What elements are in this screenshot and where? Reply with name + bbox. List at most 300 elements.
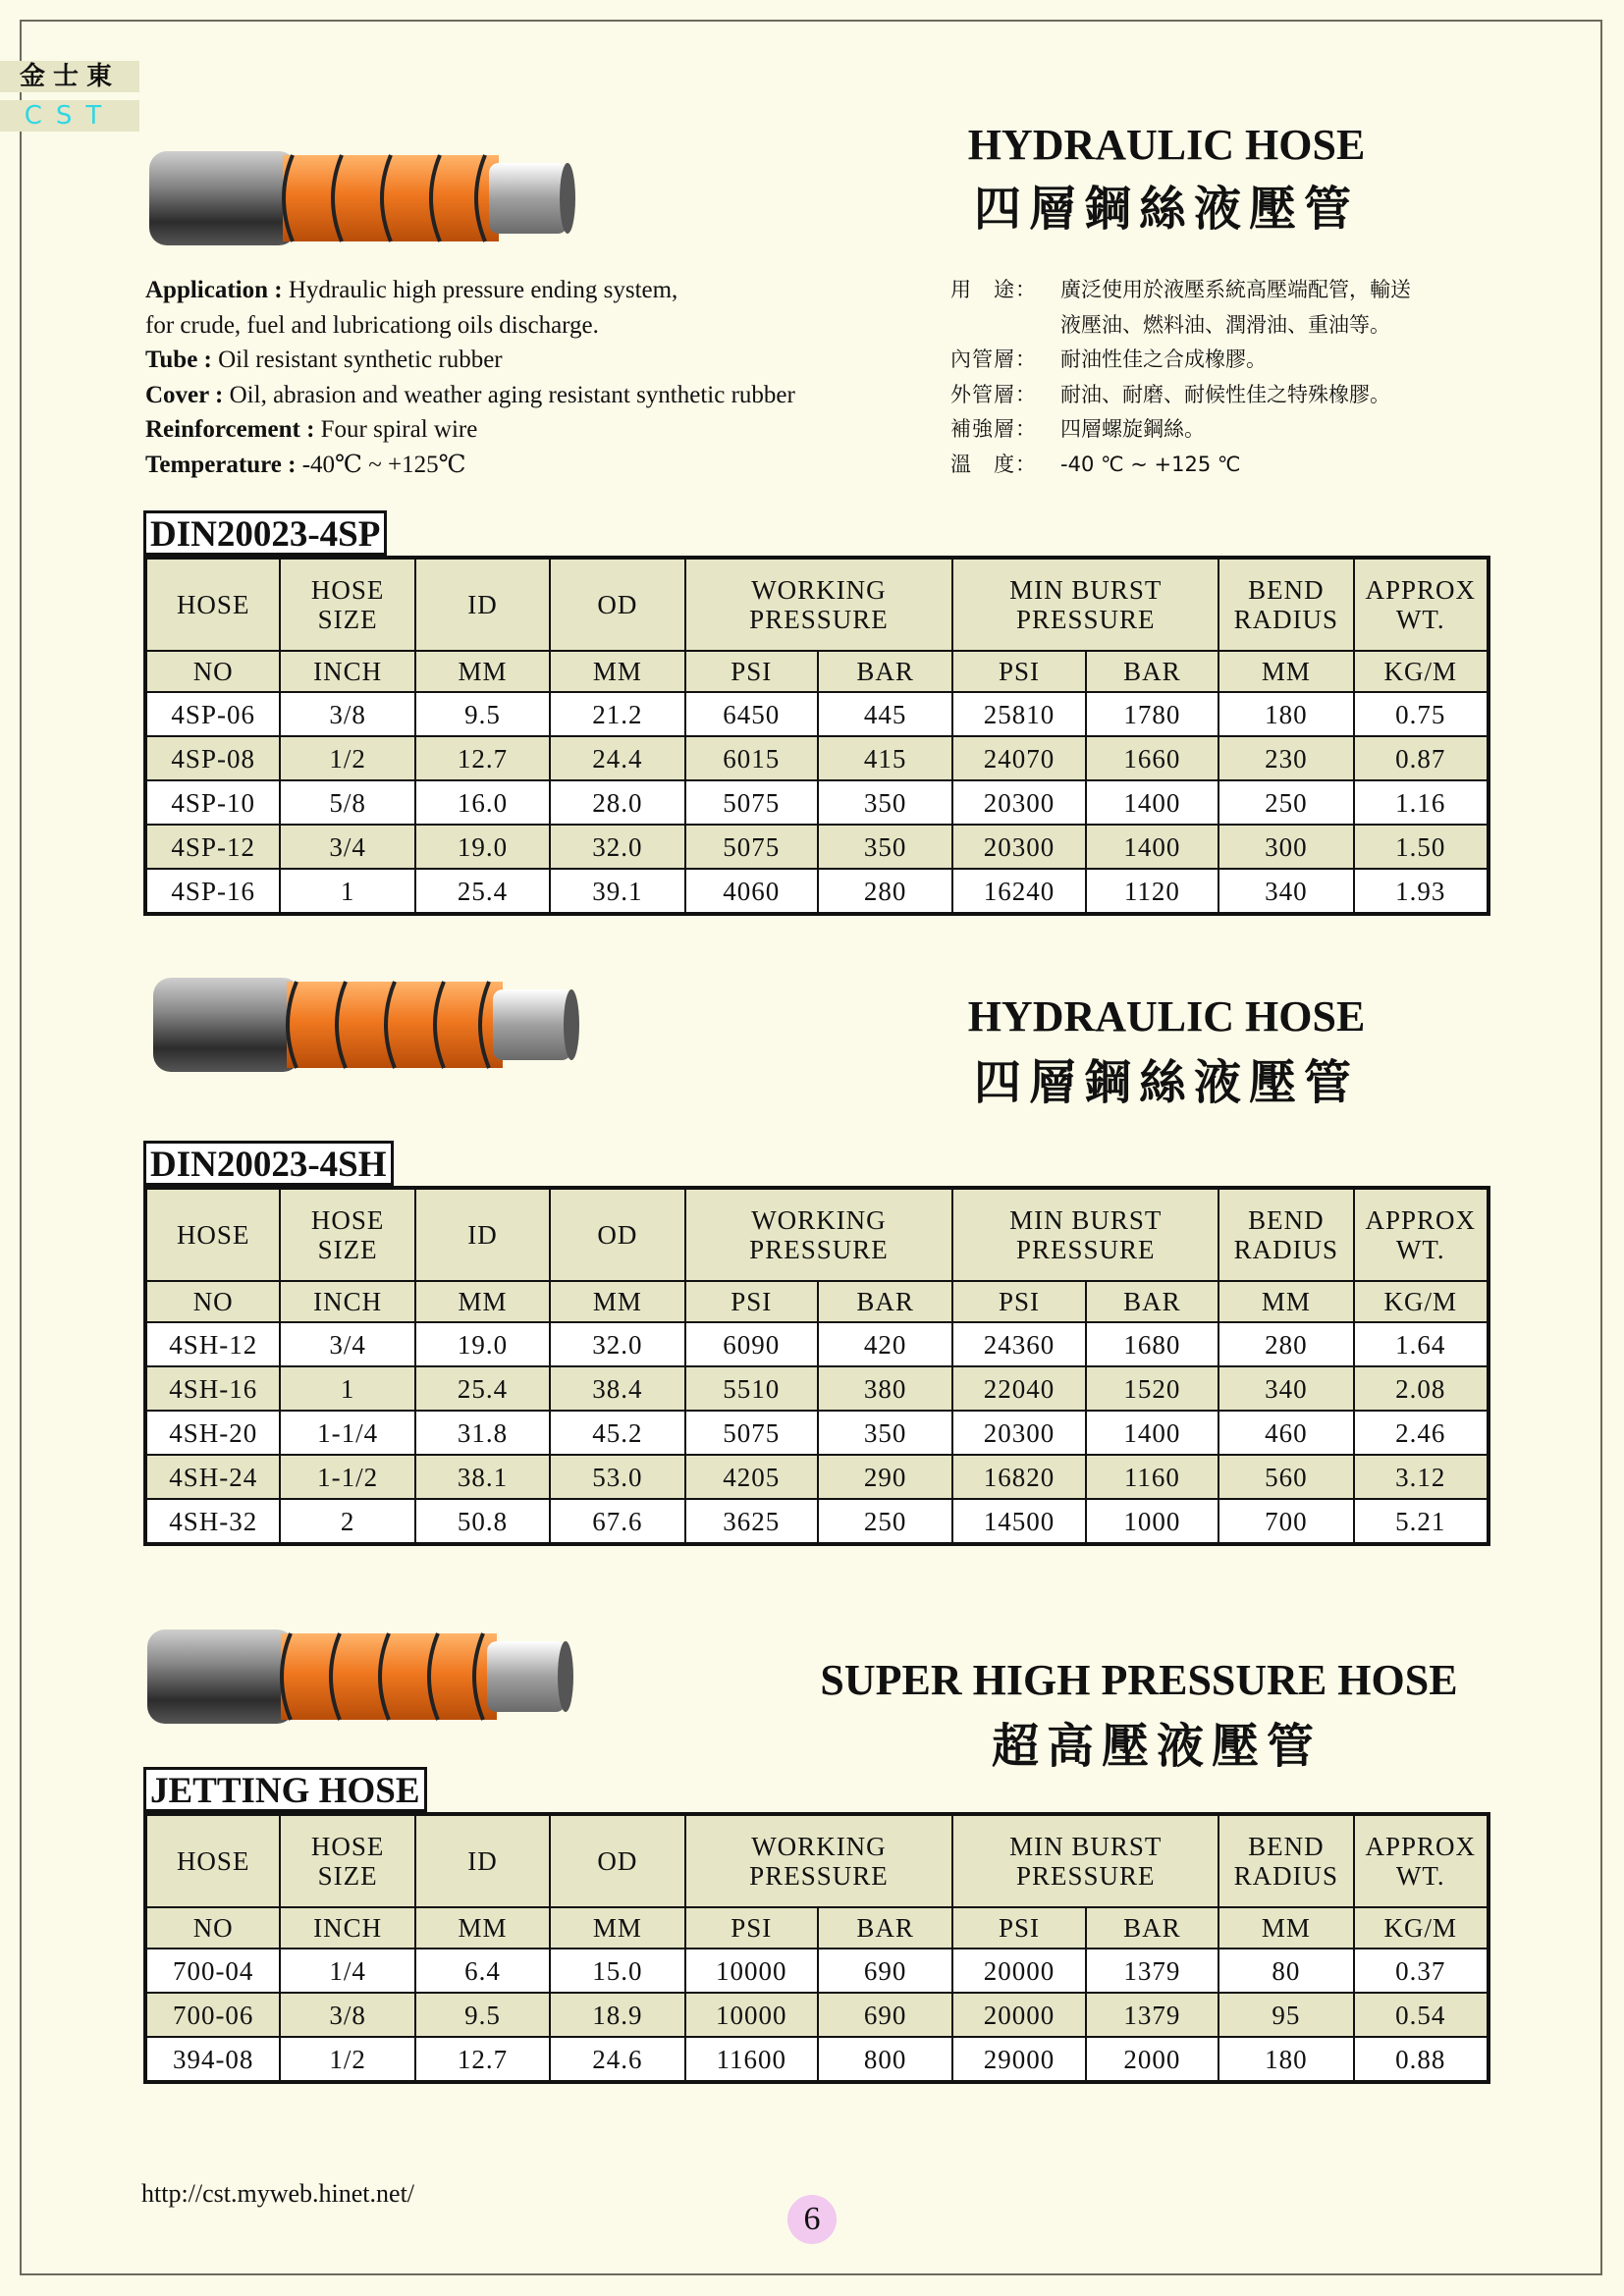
id-mm: 38.1	[415, 1455, 550, 1499]
table-row	[145, 1366, 1489, 1411]
section-2-title-en: HYDRAULIC HOSE	[967, 992, 1366, 1041]
hose-size-inch: 1-1/2	[280, 1455, 414, 1499]
weight-kgm: 1.16	[1354, 780, 1489, 825]
bend-radius-mm: 340	[1218, 1366, 1353, 1411]
header-bend-radius-line: BEND	[1248, 1205, 1325, 1235]
weight-kgm: 1.50	[1354, 825, 1489, 869]
burst-bar: 1680	[1086, 1322, 1218, 1366]
burst-psi: 20300	[952, 780, 1085, 825]
unit-kg-per-m-line: KG/M	[1383, 657, 1458, 686]
header-approx-weight-line: WT.	[1395, 1861, 1445, 1891]
burst-bar: 1400	[1086, 780, 1218, 825]
unit-kg-per-m	[1354, 651, 1489, 692]
od-mm: 21.2	[550, 692, 684, 736]
unit-mm	[415, 651, 550, 692]
unit-psi-line: PSI	[999, 657, 1041, 686]
header-working-pressure-line: PRESSURE	[749, 1861, 889, 1891]
unit-psi-line: PSI	[999, 1287, 1041, 1316]
weight-kgm: 3.12	[1354, 1455, 1489, 1499]
unit-psi-line: PSI	[731, 1287, 773, 1316]
table-row	[145, 692, 1489, 736]
header-id	[415, 1814, 550, 1907]
hose-no: 4SP-12	[145, 825, 280, 869]
header-od	[550, 1814, 684, 1907]
working-psi: 4205	[685, 1455, 818, 1499]
unit-psi-line: PSI	[999, 1913, 1041, 1943]
table-row	[145, 1993, 1489, 2037]
weight-kgm: 0.75	[1354, 692, 1489, 736]
table-header-row	[145, 1814, 1489, 1907]
header-id	[415, 1188, 550, 1281]
header-no-line: NO	[192, 657, 234, 686]
burst-bar: 1120	[1086, 869, 1218, 914]
burst-psi: 25810	[952, 692, 1085, 736]
unit-psi	[685, 1907, 818, 1949]
unit-bar-line: BAR	[856, 1913, 914, 1943]
unit-mm-line: MM	[592, 1913, 642, 1943]
bend-radius-mm: 80	[1218, 1949, 1353, 1993]
bend-radius-mm: 300	[1218, 825, 1353, 869]
header-hose-size	[280, 558, 414, 651]
header-od-line: OD	[597, 1846, 638, 1876]
hose-no: 394-08	[145, 2037, 280, 2082]
id-mm: 25.4	[415, 869, 550, 914]
spec-application-label: Application :	[145, 277, 283, 303]
header-hose-line: HOSE	[176, 1220, 250, 1250]
working-bar: 350	[818, 825, 952, 869]
unit-mm-line: MM	[1261, 1913, 1311, 1943]
table-row	[145, 1455, 1489, 1499]
burst-bar: 1160	[1086, 1455, 1218, 1499]
header-approx-weight	[1354, 1814, 1489, 1907]
working-psi: 10000	[685, 1949, 818, 1993]
unit-bar	[818, 1281, 952, 1322]
working-psi: 5075	[685, 780, 818, 825]
section-1-title-en: HYDRAULIC HOSE	[967, 121, 1366, 169]
table-row	[145, 1322, 1489, 1366]
working-psi: 5075	[685, 1411, 818, 1455]
header-min-burst-pressure	[952, 558, 1218, 651]
header-min-burst-pressure-line: MIN BURST	[1009, 575, 1163, 605]
working-psi: 3625	[685, 1499, 818, 1544]
table-row	[145, 780, 1489, 825]
hydraulic-hose-image-1	[145, 147, 579, 251]
section-3-standard-tag: JETTING HOSE	[143, 1767, 427, 1812]
id-mm: 9.5	[415, 1993, 550, 2037]
unit-kg-per-m	[1354, 1281, 1489, 1322]
id-mm: 19.0	[415, 1322, 550, 1366]
hose-size-inch: 3/4	[280, 825, 414, 869]
unit-bar	[818, 1907, 952, 1949]
hose-no: 4SH-12	[145, 1322, 280, 1366]
header-hose-size-line: SIZE	[317, 1235, 378, 1264]
unit-bar	[1086, 1281, 1218, 1322]
unit-psi-line: PSI	[731, 657, 773, 686]
weight-kgm: 2.46	[1354, 1411, 1489, 1455]
header-min-burst-pressure-line: MIN BURST	[1009, 1832, 1163, 1861]
header-hose-line: HOSE	[176, 590, 250, 619]
section-3-title-cn: 超高壓液壓管	[991, 1719, 1322, 1774]
header-id	[415, 558, 550, 651]
header-hose-size-line: HOSE	[310, 1205, 385, 1235]
spec-tube-label: Tube :	[145, 347, 212, 373]
page-number-badge: 6	[787, 2195, 837, 2244]
working-bar: 420	[818, 1322, 952, 1366]
header-no	[145, 1281, 280, 1322]
burst-psi: 16240	[952, 869, 1085, 914]
burst-bar: 2000	[1086, 2037, 1218, 2082]
working-bar: 250	[818, 1499, 952, 1544]
weight-kgm: 0.88	[1354, 2037, 1489, 2082]
header-hose	[145, 558, 280, 651]
working-psi: 4060	[685, 869, 818, 914]
unit-kg-per-m	[1354, 1907, 1489, 1949]
table-row	[145, 1499, 1489, 1544]
header-working-pressure-line: WORKING	[751, 1205, 887, 1235]
header-min-burst-pressure-line: PRESSURE	[1015, 605, 1156, 634]
working-bar: 380	[818, 1366, 952, 1411]
unit-bar-line: BAR	[856, 657, 914, 686]
table-row	[145, 1411, 1489, 1455]
table-row	[145, 869, 1489, 914]
header-working-pressure	[685, 558, 953, 651]
header-od-line: OD	[597, 1220, 638, 1250]
header-od	[550, 558, 684, 651]
hose-no: 4SP-06	[145, 692, 280, 736]
bend-radius-mm: 700	[1218, 1499, 1353, 1544]
header-working-pressure-line: WORKING	[751, 575, 887, 605]
header-bend-radius-line: RADIUS	[1233, 605, 1339, 634]
unit-mm	[1218, 1281, 1353, 1322]
od-mm: 15.0	[550, 1949, 684, 1993]
working-psi: 6090	[685, 1322, 818, 1366]
bend-radius-mm: 95	[1218, 1993, 1353, 2037]
burst-bar: 1379	[1086, 1993, 1218, 2037]
unit-inch-line: INCH	[313, 657, 383, 686]
bend-radius-mm: 250	[1218, 780, 1353, 825]
header-bend-radius-line: BEND	[1248, 575, 1325, 605]
spec-cn-temperature-text: -40 ℃ ~ +125 ℃	[1060, 452, 1241, 476]
hose-size-inch: 1/2	[280, 2037, 414, 2082]
bend-radius-mm: 180	[1218, 2037, 1353, 2082]
unit-bar-line: BAR	[1123, 1287, 1181, 1316]
hose-no: 4SP-10	[145, 780, 280, 825]
weight-kgm: 1.93	[1354, 869, 1489, 914]
unit-mm-line: MM	[458, 1287, 508, 1316]
unit-mm	[415, 1907, 550, 1949]
table-unit-row	[145, 651, 1489, 692]
unit-inch	[280, 1281, 414, 1322]
hose-no: 700-06	[145, 1993, 280, 2037]
header-id-line: ID	[467, 1846, 498, 1876]
unit-bar-line: BAR	[1123, 1913, 1181, 1943]
unit-mm-line: MM	[592, 657, 642, 686]
header-min-burst-pressure-line: PRESSURE	[1015, 1235, 1156, 1264]
section-3-spec-table	[143, 1812, 1490, 2084]
unit-mm-line: MM	[592, 1287, 642, 1316]
header-no-line: NO	[192, 1287, 234, 1316]
unit-mm	[415, 1281, 550, 1322]
weight-kgm: 0.87	[1354, 736, 1489, 780]
header-bend-radius-line: BEND	[1248, 1832, 1325, 1861]
working-bar: 290	[818, 1455, 952, 1499]
header-working-pressure	[685, 1814, 953, 1907]
section-2-spec-table	[143, 1186, 1490, 1546]
od-mm: 24.6	[550, 2037, 684, 2082]
hose-no: 4SP-16	[145, 869, 280, 914]
header-approx-weight	[1354, 558, 1489, 651]
header-approx-weight-line: APPROX	[1365, 1205, 1477, 1235]
hose-no: 700-04	[145, 1949, 280, 1993]
header-od	[550, 1188, 684, 1281]
weight-kgm: 0.54	[1354, 1993, 1489, 2037]
id-mm: 12.7	[415, 2037, 550, 2082]
working-psi: 6450	[685, 692, 818, 736]
website-url[interactable]: http://cst.myweb.hinet.net/	[141, 2179, 415, 2208]
unit-psi	[685, 651, 818, 692]
hose-size-inch: 3/8	[280, 1993, 414, 2037]
spec-cover-label: Cover :	[145, 381, 224, 408]
burst-psi: 16820	[952, 1455, 1085, 1499]
working-bar: 350	[818, 780, 952, 825]
working-bar: 350	[818, 1411, 952, 1455]
weight-kgm: 2.08	[1354, 1366, 1489, 1411]
working-psi: 11600	[685, 2037, 818, 2082]
header-bend-radius	[1218, 1814, 1353, 1907]
unit-bar	[1086, 1907, 1218, 1949]
header-approx-weight-line: APPROX	[1365, 1832, 1477, 1861]
specs-chinese	[950, 273, 1500, 482]
header-approx-weight-line: WT.	[1395, 1235, 1445, 1264]
burst-bar: 1780	[1086, 692, 1218, 736]
burst-psi: 14500	[952, 1499, 1085, 1544]
od-mm: 38.4	[550, 1366, 684, 1411]
header-no	[145, 1907, 280, 1949]
hose-no: 4SH-32	[145, 1499, 280, 1544]
working-psi: 5075	[685, 825, 818, 869]
burst-bar: 1400	[1086, 825, 1218, 869]
header-approx-weight-line: WT.	[1395, 605, 1445, 634]
spec-cover-text: Oil, abrasion and weather aging resistant synthetic rubber	[229, 381, 795, 408]
burst-psi: 24360	[952, 1322, 1085, 1366]
unit-inch	[280, 1907, 414, 1949]
unit-mm-line: MM	[1261, 1287, 1311, 1316]
section-1-title-cn: 四層鋼絲液壓管	[973, 182, 1359, 237]
spec-cn-use-text: 廣泛使用於液壓系統高壓端配管，輸送	[1060, 278, 1411, 301]
table-row	[145, 736, 1489, 780]
header-hose-size	[280, 1814, 414, 1907]
spec-cn-cover-text: 耐油、耐磨、耐候性佳之特殊橡膠。	[1060, 382, 1390, 406]
burst-bar: 1000	[1086, 1499, 1218, 1544]
spec-cn-tube-text: 耐油性佳之合成橡膠。	[1060, 347, 1267, 371]
spec-temperature-label: Temperature :	[145, 451, 297, 478]
bend-radius-mm: 560	[1218, 1455, 1353, 1499]
spec-reinforcement-text: Four spiral wire	[320, 416, 478, 443]
burst-bar: 1660	[1086, 736, 1218, 780]
working-bar: 690	[818, 1949, 952, 1993]
unit-mm	[550, 1907, 684, 1949]
unit-mm-line: MM	[458, 1913, 508, 1943]
spec-cn-cover-label: 外管層：	[950, 382, 1037, 406]
unit-kg-per-m-line: KG/M	[1383, 1287, 1458, 1316]
header-hose-size-line: HOSE	[310, 575, 385, 605]
id-mm: 31.8	[415, 1411, 550, 1455]
working-bar: 800	[818, 2037, 952, 2082]
table-row	[145, 2037, 1489, 2082]
brand-chinese-logo: 金士東	[0, 61, 139, 92]
super-high-pressure-hose-image	[143, 1626, 577, 1730]
header-min-burst-pressure	[952, 1814, 1218, 1907]
header-min-burst-pressure	[952, 1188, 1218, 1281]
spec-cn-reinforcement-text: 四層螺旋鋼絲。	[1060, 417, 1205, 441]
bend-radius-mm: 340	[1218, 869, 1353, 914]
table-header-row	[145, 558, 1489, 651]
hose-size-inch: 2	[280, 1499, 414, 1544]
od-mm: 45.2	[550, 1411, 684, 1455]
od-mm: 18.9	[550, 1993, 684, 2037]
spec-application-text-2: for crude, fuel and lubricationg oils discharge.	[145, 311, 599, 339]
id-mm: 19.0	[415, 825, 550, 869]
burst-psi: 20300	[952, 825, 1085, 869]
unit-mm-line: MM	[1261, 657, 1311, 686]
hose-size-inch: 1/2	[280, 736, 414, 780]
spec-temperature-text: -40℃ ~ +125℃	[301, 451, 466, 478]
id-mm: 9.5	[415, 692, 550, 736]
specs-english	[145, 273, 931, 482]
header-working-pressure-line: PRESSURE	[749, 1235, 889, 1264]
header-hose	[145, 1188, 280, 1281]
unit-psi	[952, 651, 1085, 692]
header-no-line: NO	[192, 1913, 234, 1943]
hose-size-inch: 5/8	[280, 780, 414, 825]
section-2-title-cn: 四層鋼絲液壓管	[973, 1055, 1359, 1110]
brand-english-logo: CST	[0, 100, 139, 132]
id-mm: 25.4	[415, 1366, 550, 1411]
hose-size-inch: 3/4	[280, 1322, 414, 1366]
hose-no: 4SH-16	[145, 1366, 280, 1411]
unit-kg-per-m-line: KG/M	[1383, 1913, 1458, 1943]
bend-radius-mm: 280	[1218, 1322, 1353, 1366]
hydraulic-hose-image-2	[149, 974, 583, 1078]
table-unit-row	[145, 1281, 1489, 1322]
unit-inch-line: INCH	[313, 1287, 383, 1316]
header-od-line: OD	[597, 590, 638, 619]
hose-size-inch: 1-1/4	[280, 1411, 414, 1455]
od-mm: 67.6	[550, 1499, 684, 1544]
header-approx-weight-line: APPROX	[1365, 575, 1477, 605]
header-hose-size-line: HOSE	[310, 1832, 385, 1861]
spec-cn-reinforcement-label: 補強層：	[950, 417, 1037, 441]
header-id-line: ID	[467, 1220, 498, 1250]
burst-bar: 1379	[1086, 1949, 1218, 1993]
weight-kgm: 5.21	[1354, 1499, 1489, 1544]
header-working-pressure	[685, 1188, 953, 1281]
section-2-standard-tag: DIN20023-4SH	[143, 1141, 394, 1186]
burst-psi: 20000	[952, 1993, 1085, 2037]
id-mm: 16.0	[415, 780, 550, 825]
section-1-standard-tag: DIN20023-4SP	[143, 510, 387, 556]
table-row	[145, 825, 1489, 869]
od-mm: 32.0	[550, 825, 684, 869]
unit-bar	[818, 651, 952, 692]
unit-psi	[952, 1281, 1085, 1322]
unit-psi	[685, 1281, 818, 1322]
header-bend-radius	[1218, 558, 1353, 651]
table-header-row	[145, 1188, 1489, 1281]
burst-psi: 29000	[952, 2037, 1085, 2082]
od-mm: 32.0	[550, 1322, 684, 1366]
hose-no: 4SH-20	[145, 1411, 280, 1455]
hose-size-inch: 1	[280, 869, 414, 914]
id-mm: 50.8	[415, 1499, 550, 1544]
spec-tube-text: Oil resistant synthetic rubber	[218, 347, 503, 373]
hose-size-inch: 1/4	[280, 1949, 414, 1993]
header-working-pressure-line: PRESSURE	[749, 605, 889, 634]
od-mm: 39.1	[550, 869, 684, 914]
header-min-burst-pressure-line: PRESSURE	[1015, 1861, 1156, 1891]
weight-kgm: 1.64	[1354, 1322, 1489, 1366]
spec-cn-use-label: 用 途：	[950, 278, 1037, 301]
burst-psi: 20300	[952, 1411, 1085, 1455]
header-approx-weight	[1354, 1188, 1489, 1281]
spec-reinforcement-label: Reinforcement :	[145, 416, 315, 443]
spec-cn-use-text-2: 液壓油、燃料油、潤滑油、重油等。	[1060, 312, 1390, 337]
od-mm: 24.4	[550, 736, 684, 780]
burst-psi: 20000	[952, 1949, 1085, 1993]
spec-application-text: Hydraulic high pressure ending system,	[288, 277, 678, 303]
unit-mm	[1218, 651, 1353, 692]
unit-mm	[1218, 1907, 1353, 1949]
hose-no: 4SP-08	[145, 736, 280, 780]
section-3-title-en: SUPER HIGH PRESSURE HOSE	[820, 1656, 1458, 1704]
unit-bar-line: BAR	[856, 1287, 914, 1316]
header-no	[145, 651, 280, 692]
working-psi: 10000	[685, 1993, 818, 2037]
working-bar: 690	[818, 1993, 952, 2037]
burst-bar: 1400	[1086, 1411, 1218, 1455]
unit-bar-line: BAR	[1123, 657, 1181, 686]
header-hose-size-line: SIZE	[317, 1861, 378, 1891]
unit-inch-line: INCH	[313, 1913, 383, 1943]
section-1-spec-table	[143, 556, 1490, 916]
header-hose	[145, 1814, 280, 1907]
spec-cn-temperature-label: 溫 度：	[950, 452, 1037, 476]
header-bend-radius	[1218, 1188, 1353, 1281]
working-bar: 280	[818, 869, 952, 914]
header-bend-radius-line: RADIUS	[1233, 1235, 1339, 1264]
unit-psi-line: PSI	[731, 1913, 773, 1943]
spec-cn-tube-label: 內管層：	[950, 347, 1037, 371]
unit-mm	[550, 1281, 684, 1322]
bend-radius-mm: 460	[1218, 1411, 1353, 1455]
unit-inch	[280, 651, 414, 692]
unit-mm-line: MM	[458, 657, 508, 686]
table-row	[145, 1949, 1489, 1993]
id-mm: 12.7	[415, 736, 550, 780]
working-bar: 415	[818, 736, 952, 780]
od-mm: 53.0	[550, 1455, 684, 1499]
burst-psi: 24070	[952, 736, 1085, 780]
hose-size-inch: 3/8	[280, 692, 414, 736]
header-min-burst-pressure-line: MIN BURST	[1009, 1205, 1163, 1235]
header-hose-line: HOSE	[176, 1846, 250, 1876]
header-id-line: ID	[467, 590, 498, 619]
bend-radius-mm: 180	[1218, 692, 1353, 736]
working-bar: 445	[818, 692, 952, 736]
burst-bar: 1520	[1086, 1366, 1218, 1411]
header-hose-size	[280, 1188, 414, 1281]
header-working-pressure-line: WORKING	[751, 1832, 887, 1861]
